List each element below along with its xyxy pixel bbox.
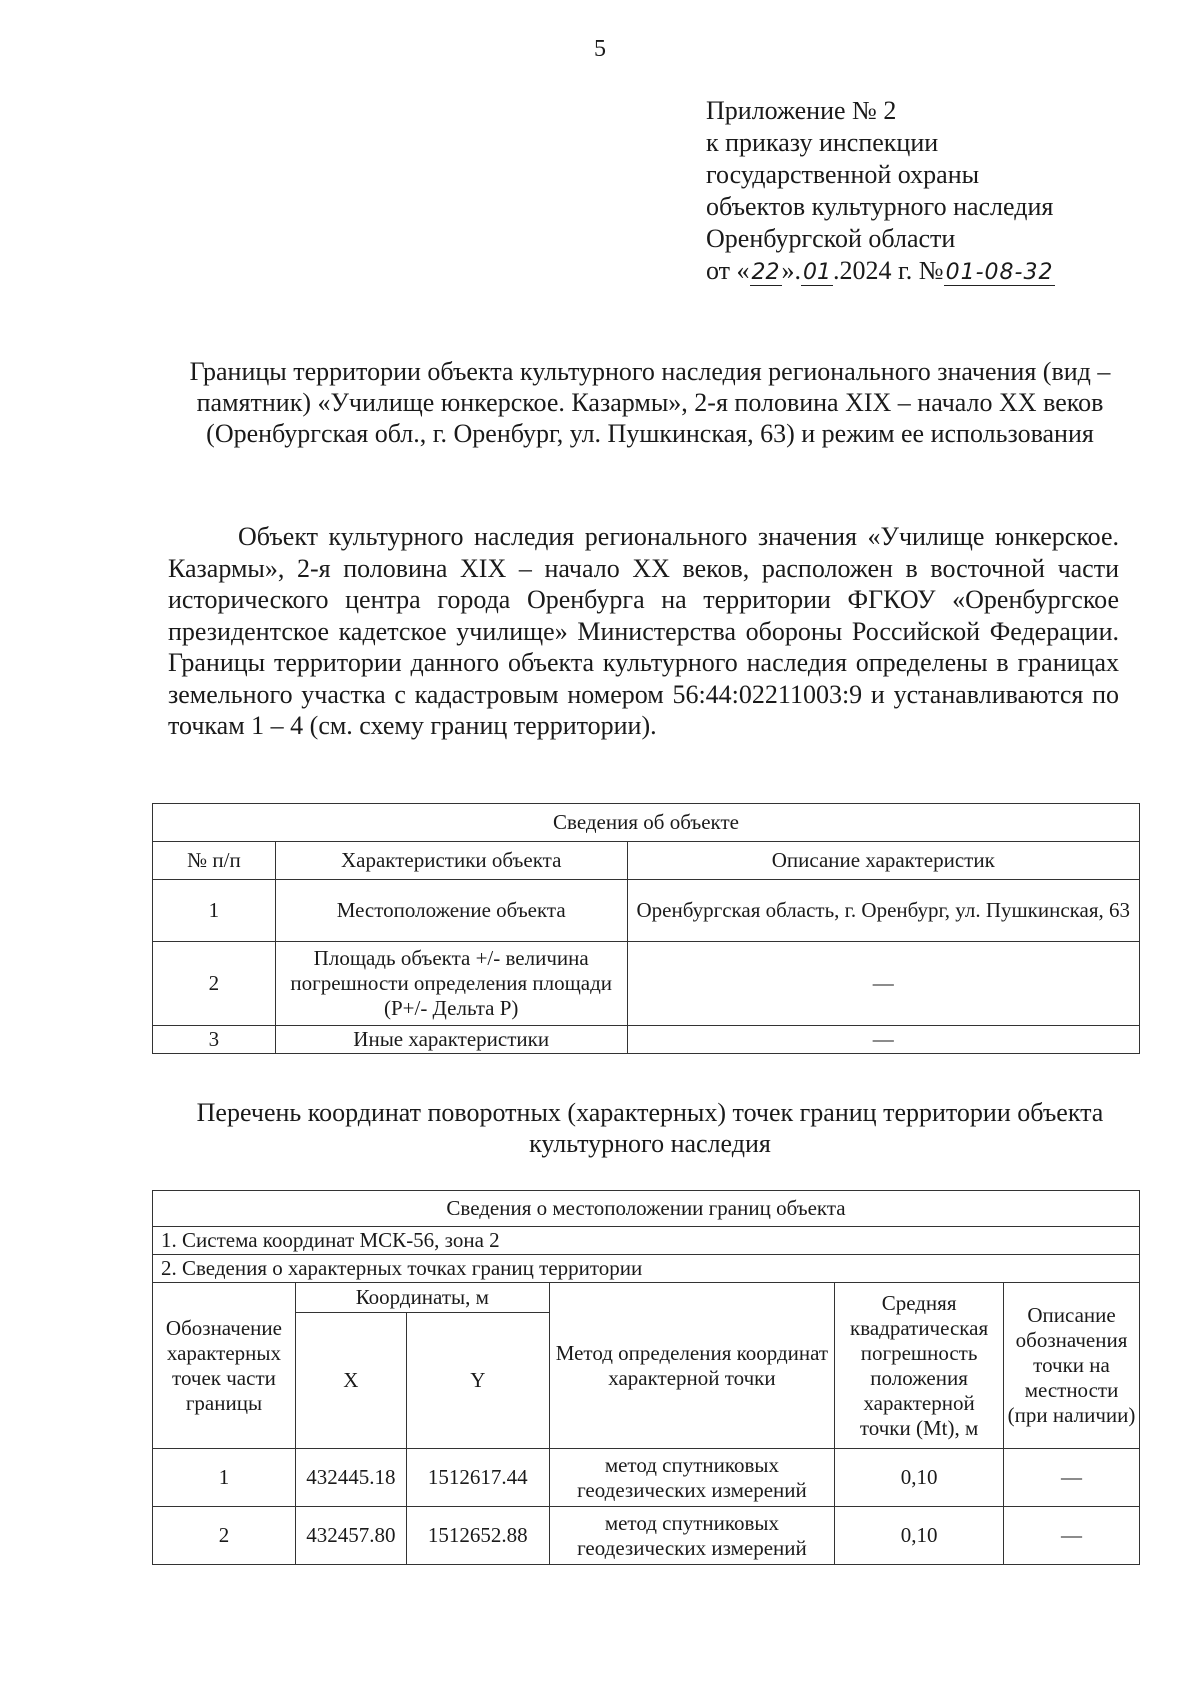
year-text: .2024 г. № — [833, 256, 944, 285]
appendix-date-line — [706, 255, 1055, 289]
header-description: Описание характеристик — [627, 842, 1139, 880]
point-designation: 1 — [153, 1449, 296, 1507]
point-y: 1512617.44 — [406, 1449, 549, 1507]
table-row — [153, 1026, 1140, 1054]
appendix-line-3: государственной охраны — [706, 160, 980, 189]
appendix-line-4: объектов культурного наследия — [706, 192, 1054, 221]
point-x: 432445.18 — [295, 1449, 406, 1507]
page-number: 5 — [594, 36, 606, 62]
row-number: 3 — [153, 1026, 276, 1054]
coordinates-table — [152, 1190, 1140, 1565]
appendix-line-2: к приказу инспекции — [706, 128, 939, 157]
header-characteristic: Характеристики объекта — [275, 842, 627, 880]
point-method: метод спутниковых геодезических измерений — [549, 1449, 834, 1507]
document-title: Границы территории объекта культурного наследия регионального значения (вид – памятник) «Училище юнкерское. Казармы», 2-я половина XIX – начало XX веков (Оренбургская обл., г. Оренбург, ул. Пушкинская, 63) и режим ее использования — [189, 357, 1111, 448]
point-error: 0,10 — [835, 1507, 1004, 1565]
row-characteristic: Иные характеристики — [275, 1026, 627, 1054]
header-number: № п/п — [153, 842, 276, 880]
point-description: — — [1004, 1507, 1140, 1565]
object-table-caption: Сведения об объекте — [153, 804, 1140, 842]
appendix-line-5: Оренбургской области — [706, 224, 956, 253]
row-description: — — [627, 942, 1139, 1026]
point-method: метод спутниковых геодезических измерений — [549, 1507, 834, 1565]
header-x: X — [295, 1313, 406, 1449]
object-info-table — [152, 803, 1140, 1054]
coord-table-caption: Сведения о местоположении границ объекта — [153, 1191, 1140, 1227]
table-row — [153, 1507, 1140, 1565]
header-coordinates: Координаты, м — [295, 1283, 549, 1313]
header-error: Средняя квадратическая погрешность положения характерной точки (Mt), м — [835, 1283, 1004, 1449]
point-x: 432457.80 — [295, 1507, 406, 1565]
point-y: 1512652.88 — [406, 1507, 549, 1565]
row-number: 2 — [153, 942, 276, 1026]
point-designation: 2 — [153, 1507, 296, 1565]
appendix-block — [706, 95, 1055, 289]
date-separator: ». — [781, 256, 802, 285]
row-number: 1 — [153, 880, 276, 942]
row-description: — — [627, 1026, 1139, 1054]
header-point-description: Описание обозначения точки на местности (при наличии) — [1004, 1283, 1140, 1449]
handwritten-month: 01 — [803, 260, 832, 285]
table-row — [153, 880, 1140, 942]
handwritten-day: 22 — [751, 260, 780, 285]
coordinate-system: 1. Система координат МСК-56, зона 2 — [153, 1227, 1140, 1255]
header-designation: Обозначение характерных точек части границы — [153, 1283, 296, 1449]
point-error: 0,10 — [835, 1449, 1004, 1507]
row-characteristic: Местоположение объекта — [275, 880, 627, 942]
point-description: — — [1004, 1449, 1140, 1507]
date-prefix: от « — [706, 256, 750, 285]
row-description: Оренбургская область, г. Оренбург, ул. Пушкинская, 63 — [627, 880, 1139, 942]
table-row — [153, 1449, 1140, 1507]
points-caption: 2. Сведения о характерных точках границ территории — [153, 1255, 1140, 1283]
table-row — [153, 942, 1140, 1026]
header-y: Y — [406, 1313, 549, 1449]
header-method: Метод определения координат характерной точки — [549, 1283, 834, 1449]
handwritten-order-number: 01-08-32 — [945, 260, 1054, 285]
coordinates-subtitle: Перечень координат поворотных (характерных) точек границ территории объекта культурного наследия — [196, 1098, 1104, 1158]
appendix-line-1: Приложение № 2 — [706, 96, 897, 125]
row-characteristic: Площадь объекта +/- величина погрешности определения площади (Р+/- Дельта Р) — [275, 942, 627, 1026]
description-paragraph: Объект культурного наследия регионального значения «Училище юнкерское. Казармы», 2-я половина XIX – начало XX веков, расположен в восточной части исторического центра города Оренбурга на территории ФГКОУ «Оренбургское президентское кадетское училище» Министерства обороны Российской Федерации. Границы территории данного объекта культурного наследия определены в границах земельного участка с кадастровым номером 56:44:02211003:9 и устанавливаются по точкам 1 – 4 (см. схему границ территории). — [168, 522, 1119, 740]
